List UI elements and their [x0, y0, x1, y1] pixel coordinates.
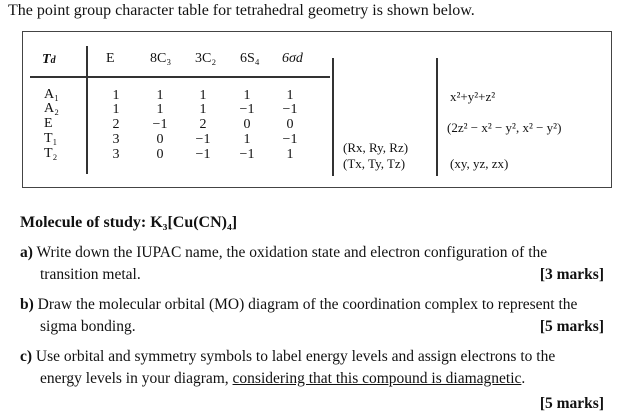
divider-rot: [436, 58, 438, 176]
char-cell: −1: [152, 117, 168, 132]
question-c-text: Use orbital and symmetry symbols to label energy levels and assign electrons to the: [35, 348, 556, 365]
header-underline: [30, 76, 330, 78]
question-c-marks: [5 marks]: [539, 395, 604, 412]
char-cell: −1: [239, 102, 255, 117]
rotations: (Rx, Ry, Rz): [343, 140, 409, 155]
irrep-e: E: [44, 116, 53, 131]
quadratic-a1: x²+y²+z²: [450, 89, 496, 104]
class-e: E: [106, 51, 115, 66]
divider-chars: [332, 58, 334, 176]
class-3c2: 3C₂: [195, 51, 217, 66]
question-b-text: Draw the molecular orbital (MO) diagram of the coordination complex to represent the: [37, 296, 578, 313]
question-c-line2-end: .: [521, 370, 526, 387]
char-cell: 1: [286, 147, 294, 162]
char-cell: −1: [282, 102, 298, 117]
intro-text: The point group character table for tetrahedral geometry is shown below.: [8, 2, 475, 19]
class-6s4: 6S₄: [240, 51, 260, 66]
irrep-a2: A₂: [44, 101, 59, 116]
question-a-line1: [20, 244, 547, 262]
char-cell: −1: [282, 132, 298, 147]
question-a-marks: [3 marks]: [539, 266, 604, 283]
irrep-t1: T₁: [44, 131, 58, 146]
question-b-marks: [5 marks]: [539, 318, 604, 335]
char-cell: 1: [286, 88, 294, 103]
question-c-letter: c): [20, 348, 33, 365]
char-cell: 1: [243, 88, 251, 103]
question-c-line1: [20, 348, 555, 366]
irrep-a1: A₁: [44, 87, 59, 102]
char-cell: −1: [195, 132, 211, 147]
char-cell: −1: [239, 147, 255, 162]
molecule-label: Molecule of study: K₃[Cu(CN)₄]: [20, 214, 238, 231]
question-c-line2: [40, 370, 525, 388]
char-cell: 2: [199, 117, 207, 132]
question-c-line2-plain: energy levels in your diagram,: [40, 370, 233, 387]
divider-group: [86, 46, 88, 174]
char-cell: 1: [112, 88, 120, 103]
char-cell: 1: [243, 132, 251, 147]
question-b-letter: b): [20, 296, 34, 313]
quadratic-t2: (xy, yz, zx): [450, 156, 509, 171]
question-b-line2: sigma bonding.: [40, 318, 136, 335]
char-cell: 0: [286, 117, 294, 132]
question-a-text: Write down the IUPAC name, the oxidation state and electron configuration of the: [36, 244, 548, 261]
char-cell: 0: [243, 117, 251, 132]
char-cell: 2: [112, 117, 120, 132]
char-cell: 3: [112, 147, 120, 162]
char-cell: 1: [199, 88, 207, 103]
char-cell: 1: [156, 102, 164, 117]
char-cell: 0: [156, 147, 164, 162]
char-cell: 0: [156, 132, 164, 147]
char-cell: 1: [112, 102, 120, 117]
char-cell: 3: [112, 132, 120, 147]
question-a-letter: a): [20, 244, 33, 261]
char-cell: 1: [199, 102, 207, 117]
class-6sigmad: 6σd: [282, 51, 303, 66]
group-label: Td: [42, 52, 56, 67]
class-8c3: 8C₃: [150, 51, 172, 66]
question-a-line2: transition metal.: [40, 266, 141, 283]
char-cell: −1: [195, 147, 211, 162]
question-b-line1: [20, 296, 577, 314]
translations: (Tx, Ty, Tz): [343, 156, 406, 171]
question-c-line2-underlined: considering that this compound is diamagnetic: [232, 370, 522, 387]
quadratic-e: (2z² − x² − y², x² − y²): [447, 120, 562, 135]
irrep-t2: T₂: [44, 146, 58, 161]
char-cell: 1: [156, 88, 164, 103]
